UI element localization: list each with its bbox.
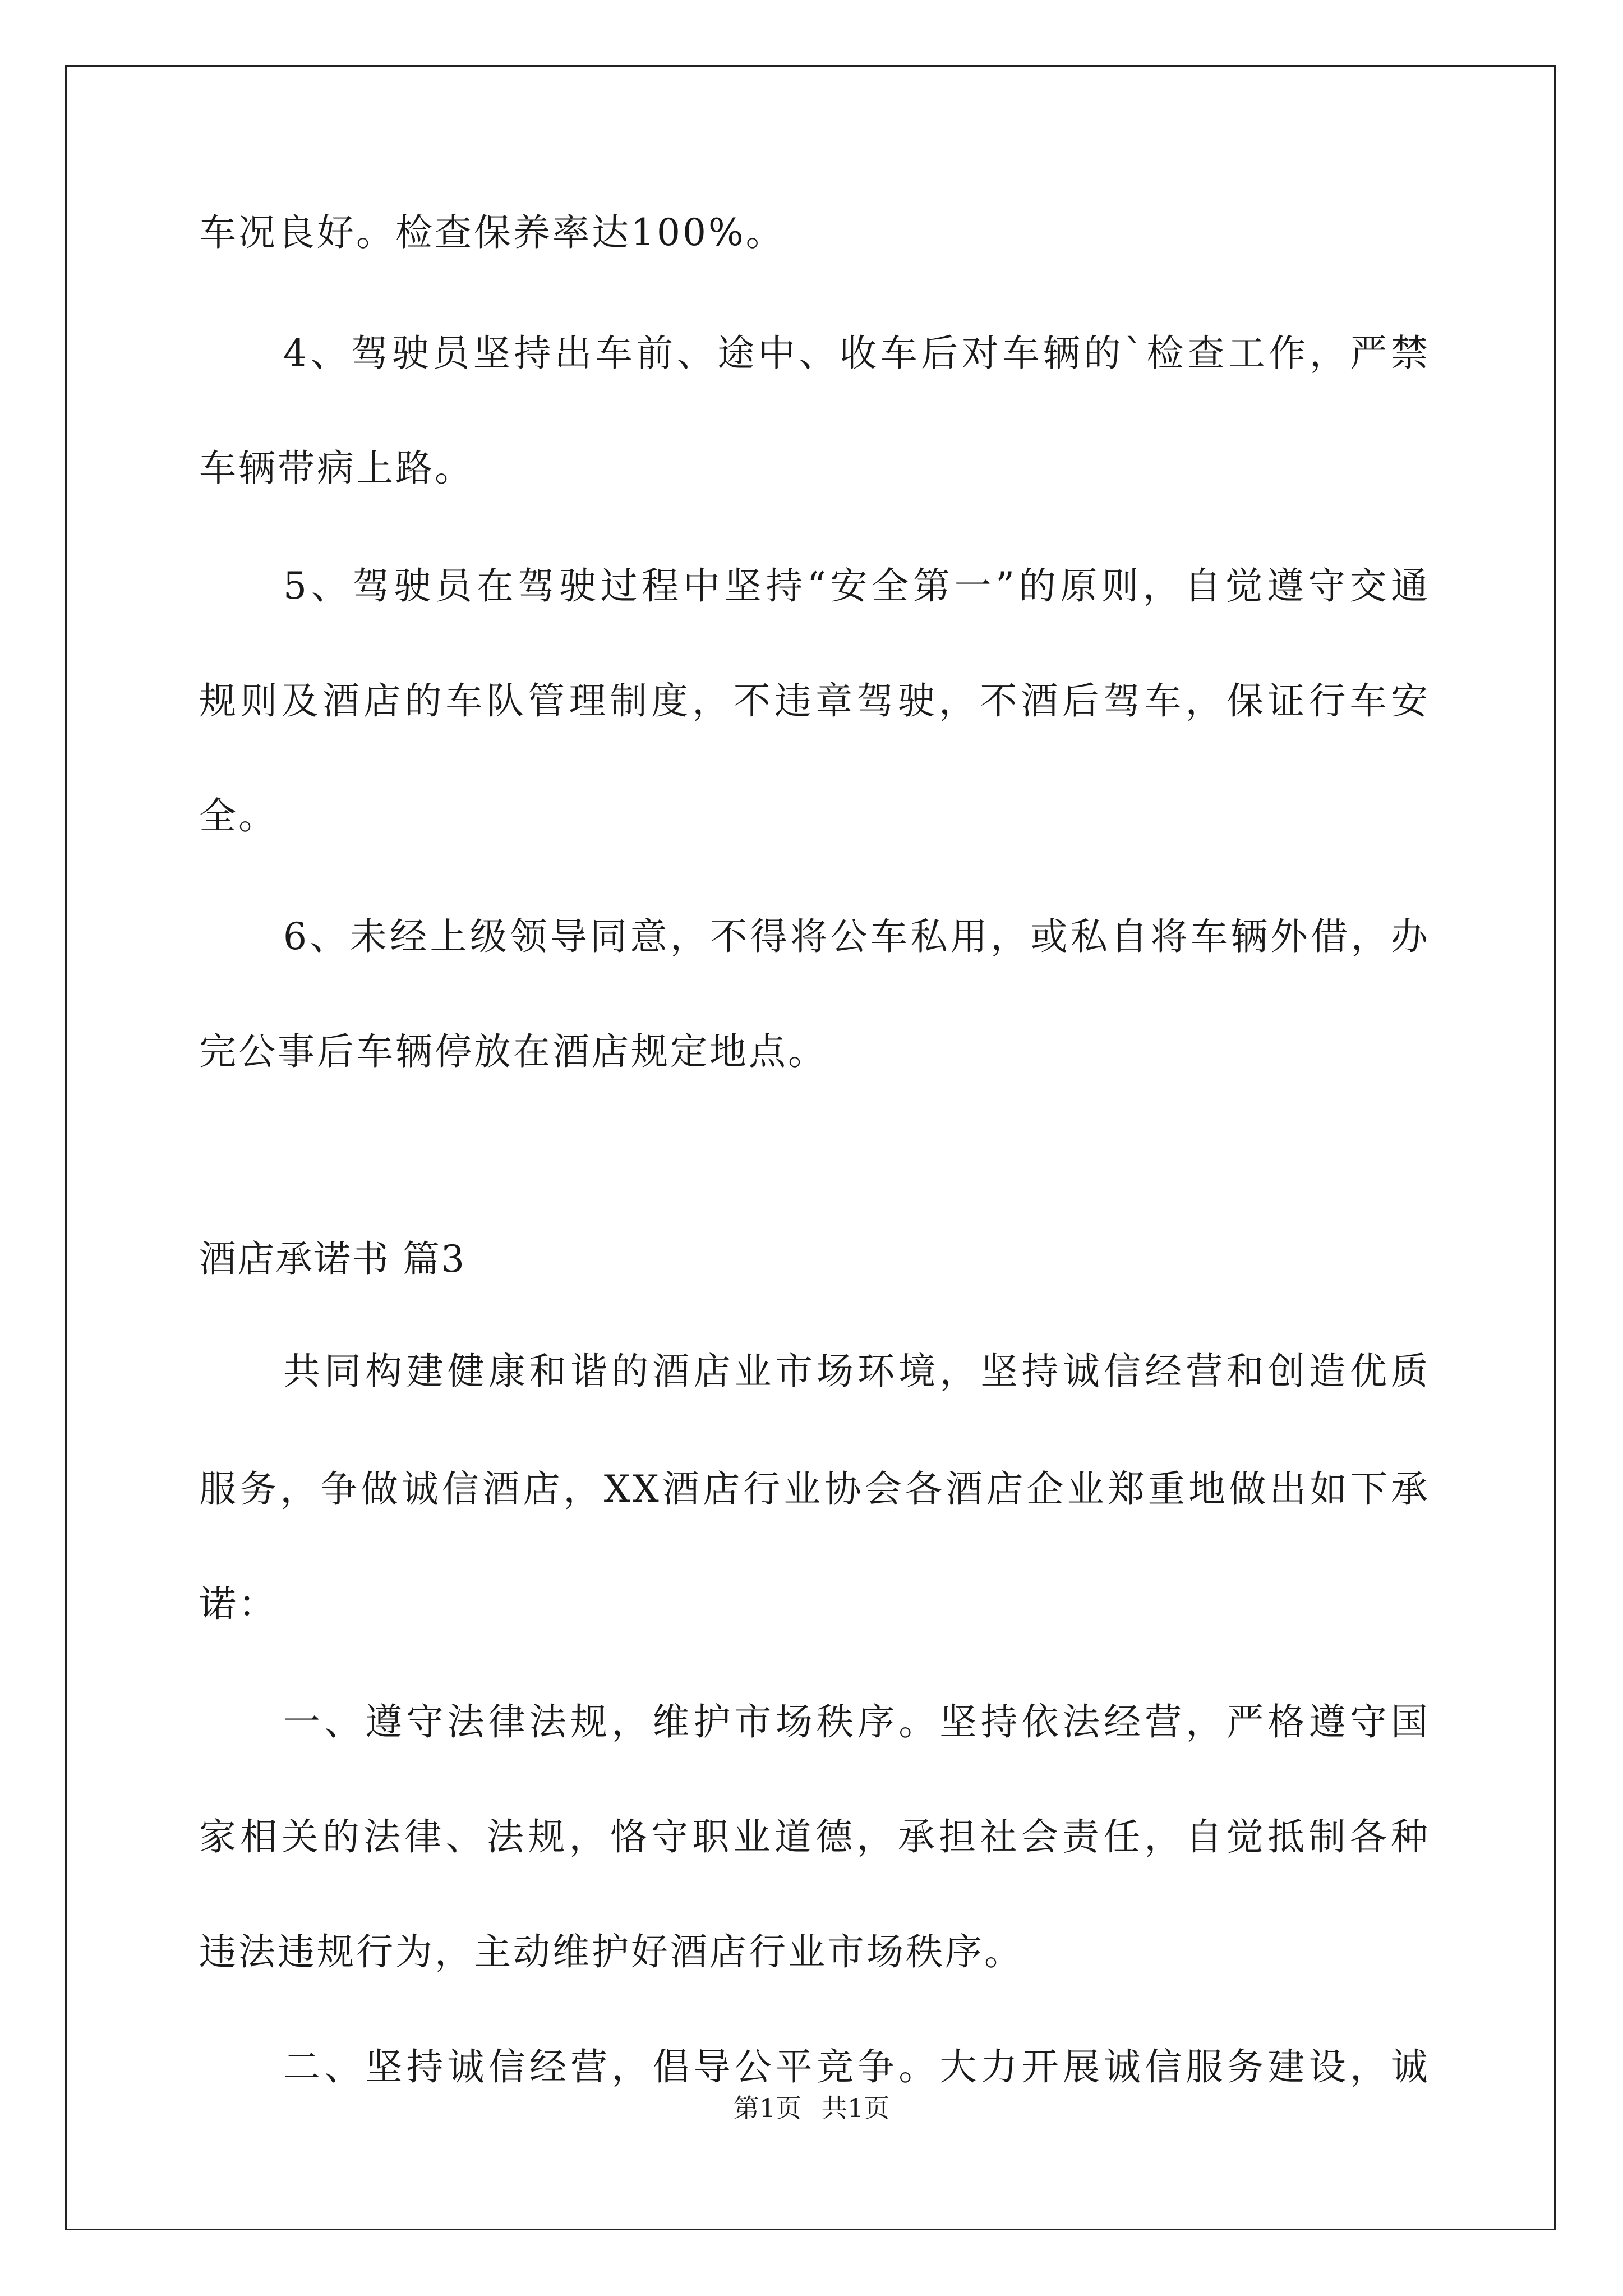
page-frame (65, 65, 1556, 2230)
page-total: 共1页 (822, 2093, 890, 2123)
page-number: 第1页 (733, 2093, 801, 2123)
paragraph-line: 4、驾驶员坚持出车前、途中、收车后对车辆的`检查工作，严禁 (283, 332, 1430, 375)
paragraph-line: 违法违规行为，主动维护好酒店行业市场秩序。 (199, 1930, 1023, 1973)
paragraph-line: 5、驾驶员在驾驶过程中坚持“安全第一”的原则，自觉遵守交通 (283, 564, 1430, 608)
paragraph-line: 车辆带病上路。 (199, 447, 474, 490)
paragraph-line: 车况良好。检查保养率达100%。 (199, 211, 785, 254)
paragraph-line: 完公事后车辆停放在酒店规定地点。 (199, 1030, 827, 1073)
paragraph-line: 共同构建健康和谐的酒店业市场环境，坚持诚信经营和创造优质 (283, 1350, 1430, 1393)
paragraph-line: 服务，争做诚信酒店，XX酒店行业协会各酒店企业郑重地做出如下承 (199, 1467, 1430, 1511)
paragraph-line: 家相关的法律、法规，恪守职业道德，承担社会责任，自觉抵制各种 (199, 1815, 1430, 1858)
paragraph-line: 一、遵守法律法规，维护市场秩序。坚持依法经营，严格遵守国 (283, 1700, 1430, 1743)
paragraph-line: 二、坚持诚信经营，倡导公平竞争。大力开展诚信服务建设，诚 (283, 2045, 1430, 2088)
paragraph-line: 6、未经上级领导同意，不得将公车私用，或私自将车辆外借，办 (283, 915, 1430, 958)
paragraph-line: 诺： (199, 1582, 278, 1626)
page-footer (0, 2091, 1623, 2125)
paragraph-line: 规则及酒店的车队管理制度，不违章驾驶，不酒后驾车，保证行车安 (199, 679, 1430, 723)
section-heading: 酒店承诺书 篇3 (199, 1237, 465, 1281)
paragraph-line: 全。 (199, 794, 278, 838)
